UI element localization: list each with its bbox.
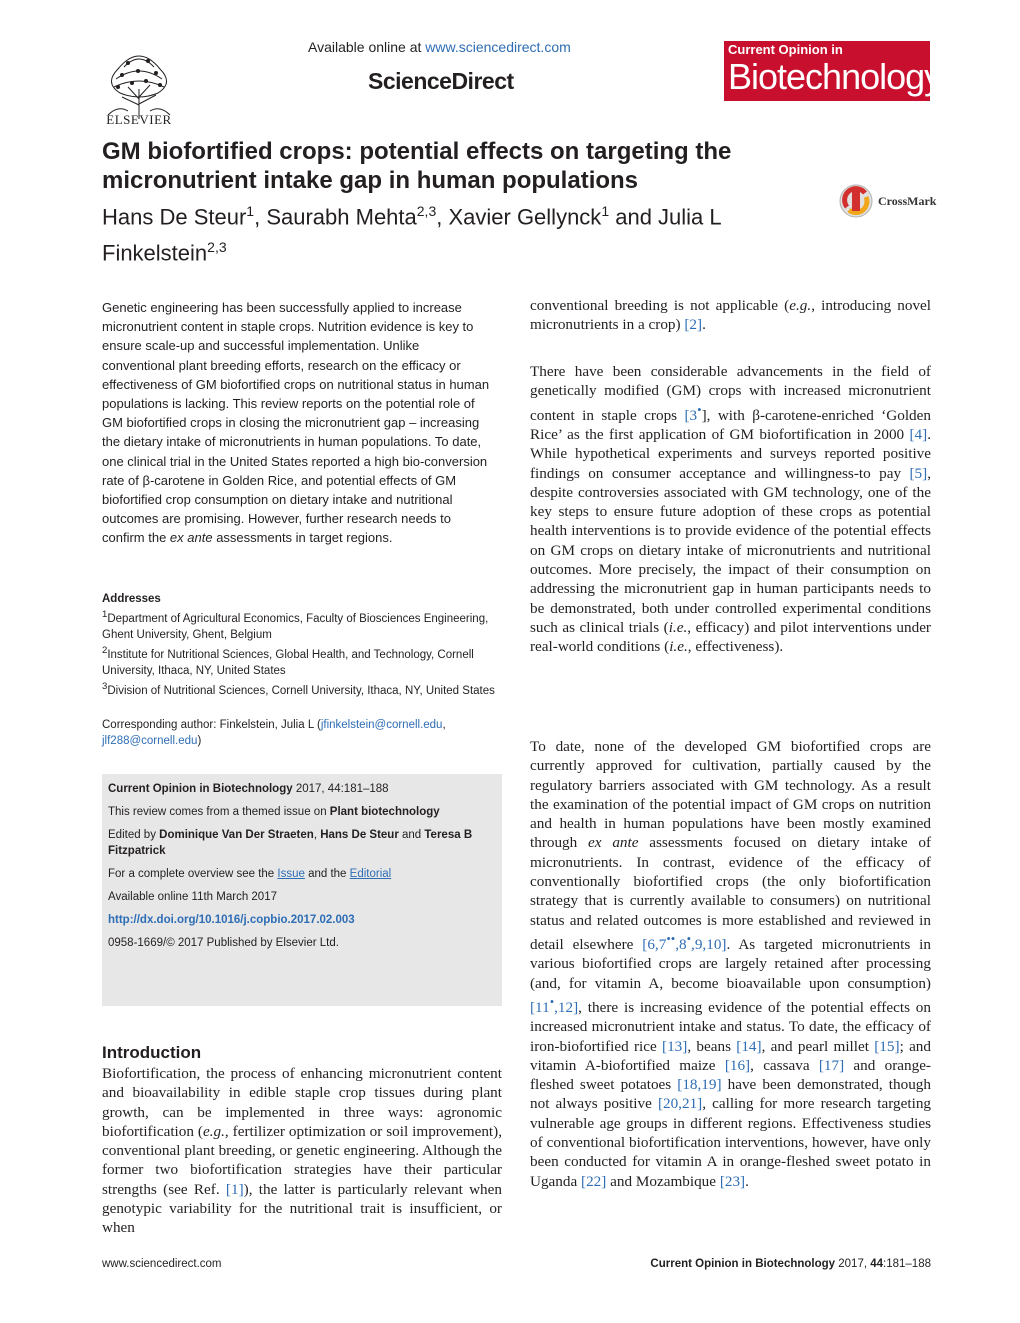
reference-text: [6,7 [642, 936, 667, 954]
author-separator: and [609, 204, 659, 230]
body-text: , beans [687, 1037, 737, 1055]
crossmark-badge[interactable] [838, 183, 938, 219]
journal-badge-main: Biotechnology [728, 56, 942, 97]
reference-bullet: •• [666, 931, 676, 946]
address-text: Institute for Nutritional Sciences, Global Health, and Technology, Cornell University, Ithaca, NY, United States [102, 648, 474, 677]
body-text: , efficacy) and pilot interventions under real-world conditions ( [530, 618, 931, 656]
overview-mid: and the [304, 868, 350, 880]
sciencedirect-brand: ScienceDirect [368, 68, 514, 94]
body-text: , fertilizer optimization or soil improvement), conventional plant breeding, or genetic engineering. Although the former two biofortification strategies have their particular strengths (see Ref. [102, 1122, 502, 1198]
themed-issue-box [102, 774, 502, 1006]
editor-name: Teresa B Fitzpatrick [108, 829, 473, 857]
reference-link[interactable]: [22] [581, 1172, 607, 1190]
body-text: , and pearl millet [761, 1037, 875, 1055]
editor-name: Dominique Van Der Straeten [159, 829, 314, 841]
reference-link[interactable]: [1] [225, 1180, 244, 1198]
reference-link[interactable]: [15] [874, 1037, 900, 1055]
reference-text: [11 [530, 998, 550, 1016]
doi-link[interactable]: http://dx.doi.org/10.1016/j.copbio.2017.02.003 [108, 914, 355, 926]
editor-separator: , [313, 829, 321, 841]
abstract-italic: ex ante [169, 530, 213, 546]
body-text: , calling for more research targeting vulnerable age groups in different regions. Effectiveness studies of conventional biofortification interventions, however, have only been conducted for vitamin A in orange-fleshed sweet potato in Uganda [530, 1095, 932, 1190]
body-text: . [702, 316, 706, 334]
editorial-link[interactable]: Editorial [349, 868, 392, 880]
address-item [102, 607, 502, 643]
body-text: have been demonstrated, though not always positive [530, 1076, 931, 1113]
body-text: ], with β-carotene-enriched ‘Golden Rice’ as the first application of GM biofortification in 2000 [530, 406, 931, 443]
author-name: Saurabh Mehta [266, 204, 417, 230]
reference-link[interactable]: [16] [724, 1056, 751, 1074]
body-text: , effectiveness). [687, 638, 784, 656]
citation-journal: Current Opinion in Biotechnology [108, 783, 293, 795]
footer-journal: Current Opinion in Biotechnology [650, 1258, 836, 1270]
citation-line [108, 781, 496, 797]
addresses-heading: Addresses [102, 593, 161, 605]
email-link[interactable]: jlf288@cornell.edu [102, 735, 198, 747]
body-text: , despite controversies associated with GM technology, one of the key steps to ensure future adoption of these crops as potential health interventions is to provide evidence of the potential effects on GM crops on dietary intake of micronutrients and nutritional outcomes. More precisely, the impact of their consumption on addressing the micronutrient gap in human participants needs to be demonstrated, both under controlled experimental conditions such as clinical trials ( [530, 464, 931, 636]
crossmark-icon [838, 183, 874, 219]
sciencedirect-link[interactable]: www.sciencedirect.com [425, 39, 571, 55]
body-text: . [745, 1172, 749, 1190]
reference-link[interactable]: [5] [909, 464, 928, 482]
themed-issue-line [108, 804, 496, 820]
body-text: . As targeted micronutrients in various biofortified crops are largely retained after processing (and, for vitamin A, become bioavailable upon consumption) [530, 936, 931, 992]
corresponding-author [102, 717, 502, 749]
body-text: To date, none of the developed GM biofortified crops are currently approved for cultivation, partially caused by the regulatory barriers associated with GM technology. As a result the examination of the potential impact of GM crops on nutrition and health in human populations have been mostly examined through [530, 738, 931, 852]
address-text: Department of Agricultural Economics, Faculty of Biosciences Engineering, Ghent University, Ghent, Belgium [102, 612, 489, 641]
body-text: , introducing novel micronutrients in a crop) [530, 297, 932, 334]
reference-link[interactable]: [20,21] [657, 1095, 703, 1113]
corresponding-suffix: ) [197, 735, 202, 747]
themed-issue-prefix: This review comes from a themed issue on [108, 806, 330, 818]
reference-link[interactable]: [23] [719, 1172, 746, 1190]
author-list [102, 196, 822, 269]
overview-line [108, 866, 496, 882]
address-item [102, 643, 502, 679]
body-text: , cassava [750, 1056, 819, 1074]
editor-name: Hans De Steur [320, 829, 399, 841]
address-item [102, 679, 502, 699]
footer-citation [650, 1258, 931, 1270]
reference-link[interactable]: [2] [684, 316, 703, 334]
author-affiliation: 1 [601, 203, 610, 219]
reference-link[interactable]: [13] [662, 1037, 688, 1055]
issue-link[interactable]: Issue [277, 868, 305, 880]
author-name: Xavier Gellynck [448, 204, 602, 230]
article-title: GM biofortified crops: potential effects on targeting the micronutrient intake gap in human populations [102, 138, 732, 194]
body-text: . While hypothetical experiments and surveys reported positive findings on consumer acceptance and willingness-to pay [530, 425, 931, 482]
body-text: , there is increasing evidence of the potential effects on increased micronutrient intake and status. To date, the efficacy of iron-biofortified rice [530, 998, 931, 1055]
citation-volume: 2017, 44:181–188 [292, 783, 389, 795]
journal-badge-top: Current Opinion in [728, 42, 843, 57]
reference-link[interactable] [684, 402, 702, 424]
footer-pages: :181–188 [883, 1258, 931, 1270]
email-link[interactable]: jfinkelstein@cornell.edu [320, 719, 443, 731]
editors-prefix: Edited by [108, 829, 160, 841]
author-separator: , [254, 204, 267, 230]
body-italic: e.g. [789, 297, 812, 314]
corresponding-separator: , [442, 719, 446, 731]
body-text: and orange-fleshed sweet potatoes [530, 1056, 931, 1094]
abstract-text: assessments in target regions. [212, 530, 393, 546]
body-italic: e.g. [202, 1122, 225, 1140]
abstract [102, 298, 494, 548]
author-name: Julia L Finkelstein [102, 204, 721, 266]
reference-bullet: • [686, 931, 692, 946]
abstract-text: Genetic engineering has been successfully applied to increase micronutrient content in staple crops. Nutrition evidence is key to ensure scale-up and successful implementation. Unlike conventional plant breeding efforts, research on the efficacy or effectiveness of GM biofortified crops on nutritional status in human populations is lacking. This review reports on the potential role of GM biofortified crops in closing the micronutrient gap – increasing the dietary intake of micronutrients in human populations. To date, one clinical trial in the United States reported a high bio-conversion rate of β-carotene in Golden Rice, and potential effects of GM biofortified crop consumption on dietary intake and nutritional outcomes are promising. However, further research needs to confirm the [102, 300, 490, 546]
publisher-wordmark: ELSEVIER [106, 112, 172, 127]
reference-link[interactable]: [14] [736, 1037, 762, 1055]
available-date: Available online 11th March 2017 [108, 891, 277, 903]
journal-badge [724, 41, 942, 101]
themed-issue-topic: Plant biotechnology [329, 806, 440, 818]
author-affiliation: 2,3 [207, 239, 227, 256]
available-prefix: Available online at [308, 39, 422, 55]
introduction-text [102, 1064, 502, 1238]
body-text: ), the latter is particularly relevant when genotypic variability for the nutritional trait is insufficient, or when [102, 1180, 502, 1237]
reference-link[interactable]: [17] [818, 1056, 845, 1074]
author-affiliation: 1 [246, 203, 255, 219]
reference-bullet: • [549, 994, 555, 1009]
crossmark-label: CrossMark [878, 194, 937, 208]
reference-link[interactable] [530, 994, 579, 1016]
address-number: 2 [102, 644, 108, 656]
reference-link[interactable]: [4] [909, 425, 928, 443]
body-paragraph [530, 737, 931, 1191]
body-italic: i.e. [668, 618, 688, 636]
body-italic: ex ante [588, 834, 639, 852]
body-text: conventional breeding is not applicable ( [530, 297, 790, 314]
available-online-line [308, 39, 571, 55]
body-text: and Mozambique [606, 1172, 720, 1190]
reference-text: ,12] [554, 998, 579, 1016]
body-text: ; and vitamin A-biofortified maize [530, 1037, 931, 1074]
copyright-line: 0958-1669/© 2017 Published by Elsevier Ltd. [108, 937, 339, 949]
reference-text: ,9,10] [691, 936, 727, 954]
body-italic: i.e. [669, 638, 688, 656]
editor-separator: and [398, 829, 425, 841]
address-number: 1 [102, 609, 108, 620]
reference-text: [3 [684, 406, 698, 424]
reference-bullet: • [697, 402, 702, 417]
reference-link[interactable]: [18,19] [677, 1076, 722, 1094]
footer-site: www.sciencedirect.com [102, 1258, 222, 1270]
overview-prefix: For a complete overview see the [108, 868, 278, 880]
introduction-heading: Introduction [102, 1043, 202, 1062]
editors-line [108, 827, 496, 859]
address-text: Division of Nutritional Sciences, Cornell University, Ithaca, NY, United States [107, 684, 495, 697]
body-text: assessments focused on dietary intake of micronutrients. In contrast, evidence of the efficacy of conventionally biofortified crops (the only biofortification strategy that is currently available to consumers) on nutritional status and related outcomes is more established and reviewed in detail elsewhere [530, 834, 931, 954]
author-affiliation: 2,3 [416, 203, 437, 219]
address-number: 3 [102, 680, 108, 692]
body-paragraph [530, 362, 931, 657]
reference-link[interactable] [642, 931, 727, 954]
corresponding-prefix: Corresponding author: Finkelstein, Julia L ( [102, 719, 321, 731]
addresses [102, 591, 502, 698]
footer-year: 2017, [835, 1258, 871, 1270]
author-name: Hans De Steur [102, 204, 247, 230]
body-text: There have been considerable advancements in the field of genetically modified (GM) crops with increased micronutrient content in staple crops [530, 363, 931, 424]
footer-volume: 44 [870, 1258, 884, 1270]
reference-text: ,8 [675, 936, 687, 954]
author-separator: , [436, 204, 449, 230]
body-text: Biofortification, the process of enhancing micronutrient content and bioavailability in edible staple crop tissues during plant growth, can be implemented in three ways: agronomic biofortification ( [102, 1065, 502, 1140]
body-paragraph [530, 296, 931, 335]
